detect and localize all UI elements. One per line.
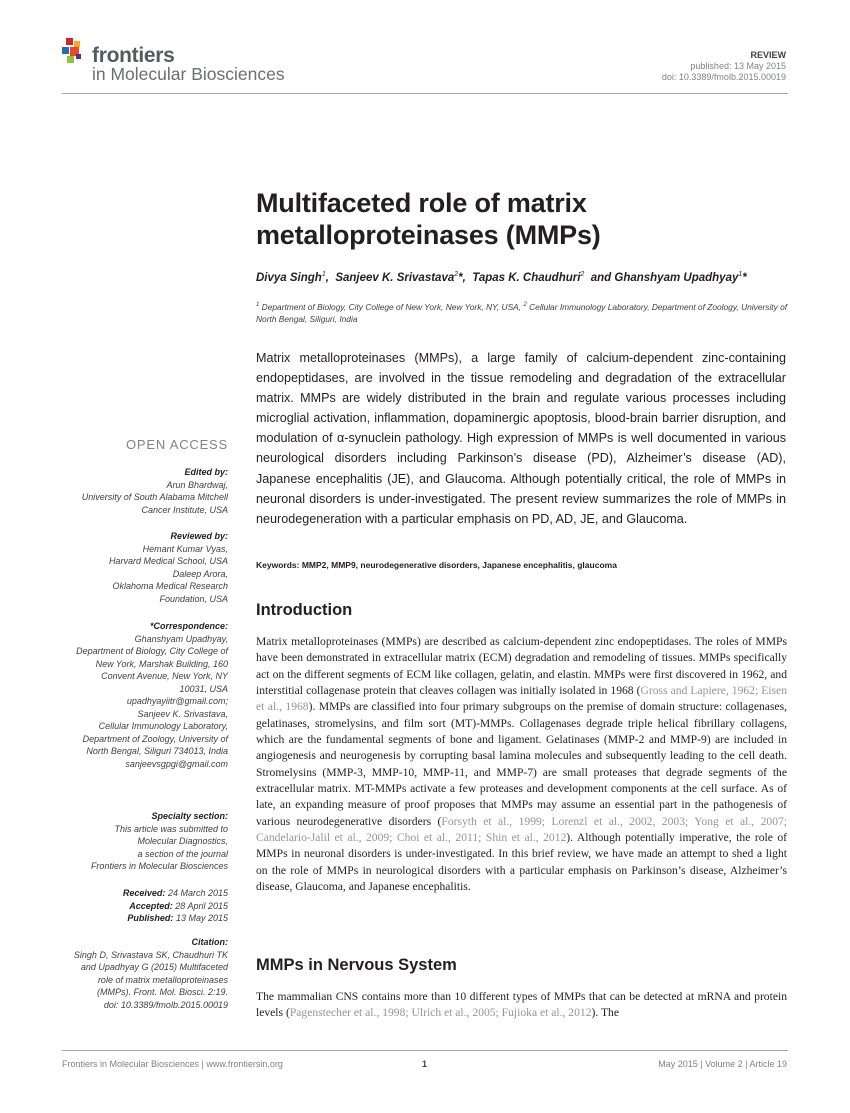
specialty-block [91, 810, 228, 873]
page-number: 1 [422, 1059, 428, 1069]
reviewed-by-label: Reviewed by: [170, 531, 228, 541]
sidebar-line: (MMPs). Front. Mol. Biosci. 2:19. [96, 987, 228, 997]
sidebar-line: Daleep Arora, [172, 568, 228, 579]
sidebar-line: Oklahoma Medical Research [112, 581, 228, 591]
doi-link[interactable]: doi: 10.3389/fmolb.2015.00019 [661, 72, 786, 82]
journal-name: in Molecular Biosciences [92, 64, 285, 84]
received-label: Received: [122, 888, 166, 898]
text-run: Matrix metalloproteinases (MMPs) are described as calcium-dependent zinc endopeptidases. The roles of MMPs have been demonstrated in extracellular matrix (ECM) degradation and remodeling of tissues. MMPs specifically act on the different segments of ECM like collagen, gelatin, and elastin. MMPs were first discovered in 1962, and interstitial collagenase protein that cleaves collagen was initially isolated in 1968 ( [256, 635, 787, 697]
sidebar-line: Harvard Medical School, USA [108, 556, 228, 566]
text-run: ). The [591, 1006, 619, 1020]
citation-block [74, 936, 228, 1011]
article-meta [662, 50, 786, 83]
author-sup: 1 [321, 271, 326, 278]
sidebar-line: Hemant Kumar Vyas, [142, 543, 228, 554]
specialty-label: Specialty section: [151, 811, 228, 821]
affiliation-1: Department of Biology, City College of New York, New York, NY, USA, [261, 301, 522, 312]
dates-block [123, 887, 228, 925]
header-divider [62, 93, 788, 94]
keywords-label: Keywords: [256, 560, 300, 570]
paper-title: Multifaceted role of matrix metalloproteinases (MMPs) [256, 188, 601, 250]
reviewed-by-block [109, 530, 228, 605]
frontiers-logo-icon [62, 37, 88, 65]
sidebar-line: Singh D, Srivastava SK, Chaudhuri TK [73, 949, 228, 960]
article-type: REVIEW [750, 50, 786, 60]
sidebar-line: Foundation, USA [159, 593, 228, 604]
sidebar-line: University of South Alabama Mitchell [81, 492, 228, 502]
sidebar-line: Department of Biology, City College of [76, 646, 228, 656]
author-sup: 2 [580, 271, 585, 278]
citation-link[interactable]: Pagenstecher et al., 1998; Ulrich et al., 2005; Fujioka et al., 2012 [289, 1006, 592, 1020]
abstract: Matrix metalloproteinases (MMPs), a large family of calcium-dependent zinc-containing endopeptidases, are involved in the tissue remodeling and degradation of the extracellular matrix. MMPs are widely distributed in the brain and regulate various processes including microglial activation, inflammation, dopaminergic apoptosis, blood-brain barrier disruption, and modulation of α-synuclein pathology. High expression of MMPs is well documented in various neurological disorders including Parkinson’s disease (PD), Alzheimer’s disease (AD), Japanese encephalitis (JE), and Glaucoma. Although potentially critical, the role of MMPs in neuronal disorders is under-investigated. The present review summarizes the role of MMPs in neurodegeneration with a particular emphasis on PD, AD, JE, and Glaucoma. [256, 351, 786, 526]
author-name: Tapas K. Chaudhuri [472, 271, 581, 284]
correspondence-label: *Correspondence: [149, 621, 228, 631]
correspondence-block [76, 620, 228, 770]
accepted-label: Accepted: [129, 900, 173, 911]
author-name: Divya Singh [256, 271, 322, 284]
author-sup: 2 [454, 271, 459, 278]
sidebar-line: Sanjeev K. Srivastava, [137, 708, 228, 719]
footer-divider [62, 1050, 788, 1051]
sidebar-line: 10031, USA [179, 683, 228, 694]
published-date-sidebar: 13 May 2015 [175, 913, 228, 923]
sidebar-line: This article was submitted to [114, 823, 228, 834]
sidebar-line: Cancer Institute, USA [141, 504, 228, 515]
published-row [123, 912, 228, 925]
published-date: published: 13 May 2015 [690, 61, 786, 71]
text-run: ). Although potentially imperative, the role of MMPs in neuronal disorders is under-investigated. In this brief review, we have made an attempt to shed a light on the role of MMPs in neurological disorders with a particular emphasis on Parkinson’s disease, Alzheimer’s disease, Glaucoma, and Japanese encephalitis. [256, 830, 787, 893]
accepted-row [123, 900, 228, 913]
citation-link[interactable]: Gross and Lapiere, 1962; Eisen et al., 1968 [256, 683, 787, 714]
section-heading-introduction: Introduction [256, 601, 353, 619]
doi-link[interactable]: doi: 10.3389/fmolb.2015.00019 [103, 999, 228, 1010]
received-date: 24 March 2015 [167, 888, 228, 898]
citation-label: Citation: [191, 937, 228, 947]
author-suffix: *, [458, 271, 466, 284]
accepted-date: 28 April 2015 [175, 900, 228, 911]
keywords [256, 560, 786, 570]
edited-by-block [82, 466, 228, 516]
section-heading-nervous-system: MMPs in Nervous System [256, 956, 457, 974]
affiliation-2: Cellular Immunology Laboratory, Department of Zoology, University of North Bengal, Siliguri, India [256, 301, 788, 325]
sidebar-line: Molecular Diagnostics, [137, 836, 228, 846]
footer-issue-info: May 2015 | Volume 2 | Article 19 [658, 1059, 787, 1069]
text-run: ). MMPs are classified into four primary subgroups on the premise of domain structure: collagenases, gelatinases, stromelysins, and film sort (MT)-MMPs. Collagenases degrade triple helical fibrillary collagens, which are the fundamental segments of bone and ligament. Gelatinases (MMP-2 and MMP-9) are included in angiogenesis and neurogenesis by corrupting basal lamina molecules and subsequently leading to the cell death. Stromelysins (MMP-3, MMP-10, MMP-11, and MMP-7) are small proteases that degrade segments of the extracellular matrix. MT-MMPs activate a few proteases and development components at the cell surface. As of late, an expanding measure of proof proposes that MMPs may assume an essential part in the pathogenesis of various neurodegenerative disorders ( [256, 700, 787, 828]
sidebar-line: New York, Marshak Building, 160 [95, 658, 228, 669]
email-link[interactable]: sanjeevsgpgi@gmail.com [125, 758, 228, 769]
email-link[interactable]: upadhyayiitr@gmail.com; [126, 696, 228, 706]
sidebar-line: a section of the journal [137, 848, 228, 859]
sidebar-line: and Upadhyay G (2015) Multifaceted [80, 962, 228, 972]
affil-sup: 1 [256, 302, 260, 308]
citation-link[interactable]: Forsyth et al., 1999; Lorenzl et al., 2002, 2003; Yong et al., 2007; Candelario-Jalil et al., 2009; Choi et al., 2011; Shin et al., 2012 [256, 814, 788, 844]
received-row [123, 887, 228, 900]
sidebar-line: Cellular Immunology Laboratory, [98, 721, 228, 731]
brand-name: frontiers [92, 44, 175, 67]
published-label: Published: [127, 913, 174, 923]
author-sup: 1 [738, 271, 743, 278]
author-list [256, 271, 747, 284]
sidebar-line: Ghanshyam Upadhyay, [134, 633, 228, 644]
footer-journal-link[interactable]: Frontiers in Molecular Biosciences | www.frontiersin.org [62, 1059, 283, 1069]
author-suffix: * [742, 271, 747, 284]
sidebar-line: role of matrix metalloproteinases [97, 974, 228, 985]
keywords-text: MMP2, MMP9, neurodegenerative disorders, Japanese encephalitis, glaucoma [301, 560, 617, 570]
sidebar-line: Arun Bhardwaj, [166, 479, 228, 490]
nervous-system-paragraph [256, 989, 787, 1022]
author-name: Ghanshyam Upadhyay [614, 271, 739, 284]
author-name: Sanjeev K. Srivastava [335, 271, 455, 284]
open-access-label: OPEN ACCESS [126, 437, 228, 452]
sidebar-line: Frontiers in Molecular Biosciences [90, 861, 228, 871]
sidebar-line: Department of Zoology, University of [82, 733, 228, 744]
author-suffix: , [325, 271, 329, 284]
affil-sup: 2 [523, 302, 527, 308]
sidebar-line: North Bengal, Siliguri 734013, India [86, 746, 228, 756]
sidebar-line: Convent Avenue, New York, NY [101, 671, 228, 681]
affiliations [256, 299, 791, 326]
author-connector: and [590, 271, 612, 284]
introduction-paragraph [256, 634, 787, 895]
edited-by-label: Edited by: [184, 467, 228, 477]
text-run: The mammalian CNS contains more than 10 different types of MMPs that can be detected at mRNA and protein levels ( [256, 990, 787, 1020]
